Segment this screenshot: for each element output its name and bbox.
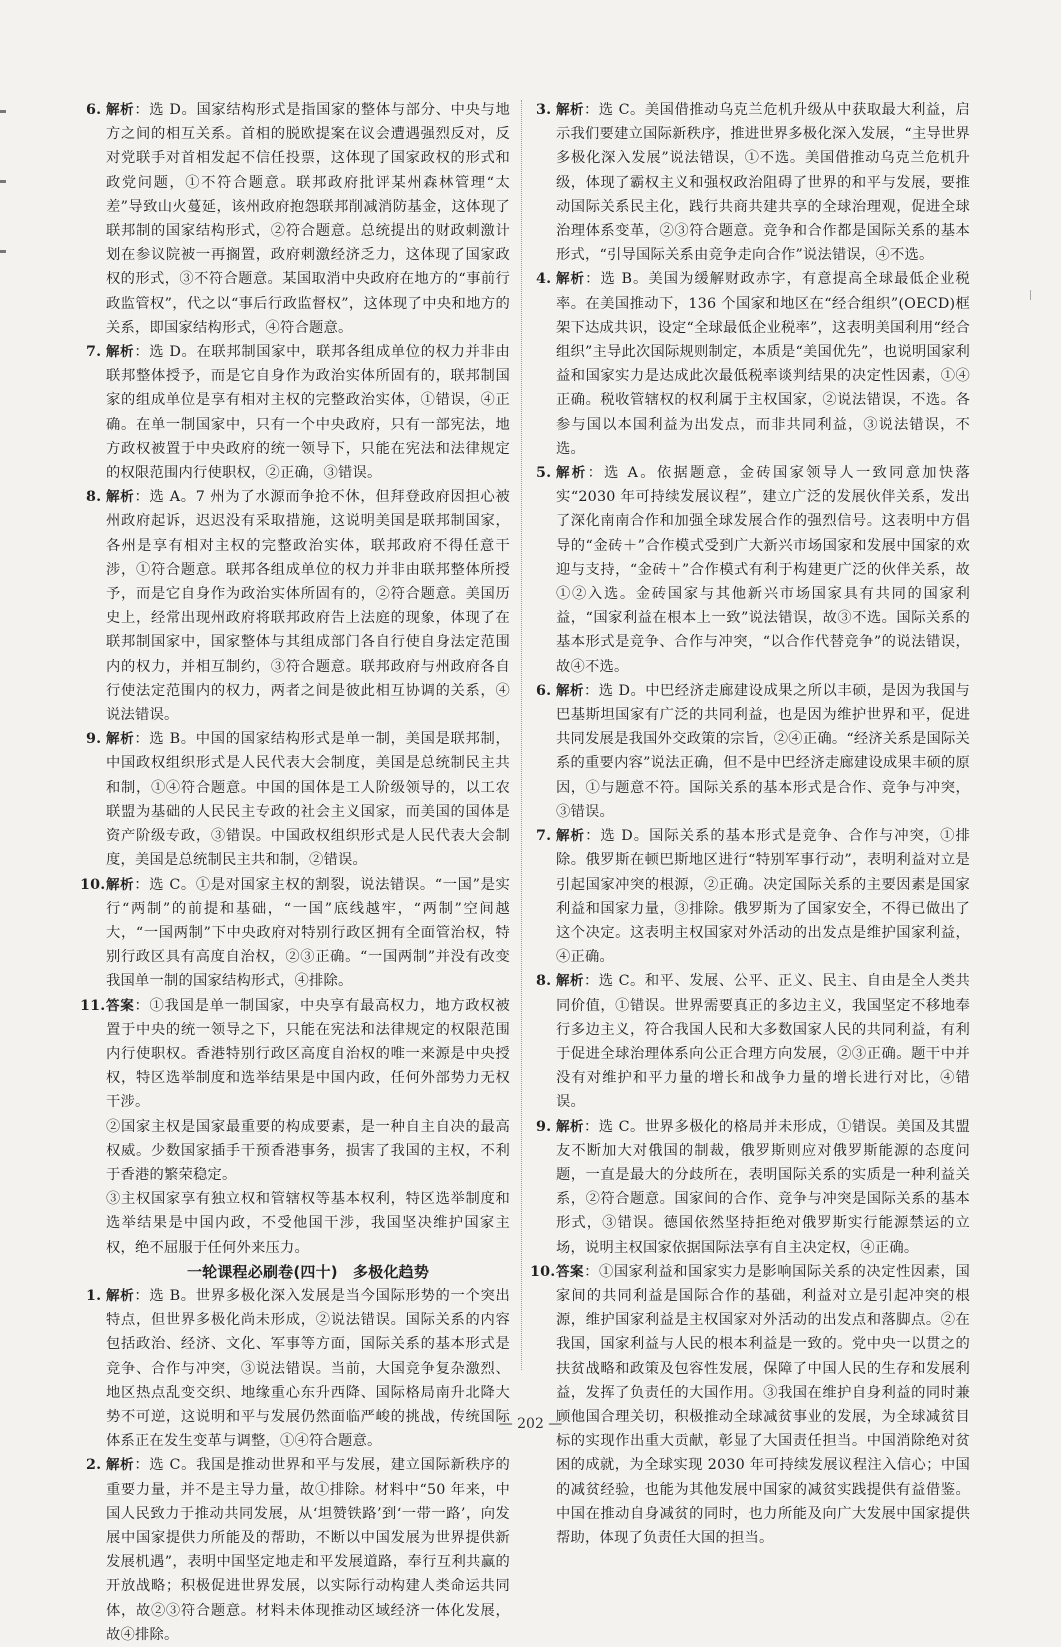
answer-item	[80, 873, 510, 994]
answer-label: 解析	[106, 489, 135, 506]
question-number: 4.	[536, 271, 552, 288]
question-number: 5.	[536, 465, 552, 482]
answer-text: ：选 A。7 州为了水源而争抢不休，但拜登政府因担心被州政府起诉，迟迟没有采取措施，这说明美国是联邦制国家，各州是享有相对主权的完整政治实体，联邦政府不得任意干涉，①符合题意。联邦各组成单位的权力并非由联邦整体所授予，而是它自身作为政治实体所固有的，②符合题意。美国历史上，经常出现州政府将联邦政府告上法庭的现象，体现了在联邦制国家中，国家整体与其组成部门各自行使自身法定范围内的权力，并相互制约，③符合题意。联邦政府与州政府各自行使法定范围内的权力，两者之间是彼此相互协调的关系，④说法错误。	[106, 489, 510, 724]
answer-label: 解析	[556, 271, 586, 288]
answer-paragraph: ③主权国家享有独立权和管辖权等基本权利，特区选举制度和选举结果是中国内政，不受他国干涉，我国坚决维护国家主权，绝不屈服于任何外来压力。	[106, 1191, 510, 1256]
question-number: 9.	[536, 1118, 552, 1135]
answer-item	[536, 98, 970, 267]
question-number: 2.	[86, 1457, 102, 1474]
answer-text: ：选 C。世界多极化的格局并未形成，①错误。美国及其盟友不断加大对俄国的制裁，俄罗斯则应对俄罗斯能源的态度问题，一直是最大的分歧所在，表明国际关系的实质是一种利益关系，②符合题意。国家间的合作、竞争与冲突是国际关系的基本形式，③错误。德国依然坚持拒绝对俄罗斯实行能源禁运的立场，说明主权国家依据国际法享有自主决定权，④正确。	[556, 1118, 970, 1256]
edge-mark	[0, 180, 6, 183]
answer-item	[80, 994, 511, 1115]
answer-label: 解析	[106, 102, 135, 118]
answer-text: ：选 D。中巴经济走廊建设成果之所以丰硕，是因为我国与巴基斯坦国家有广泛的共同利益，也是因为维护世界和平，促进共同发展是我国外交政策的宗旨，②④正确。“经济关系是国际关系的重要内容”说法正确，但不是中巴经济走廊建设成果丰硕的原因，①与题意不符。国际关系的基本形式是合作、竞争与冲突，③错误。	[556, 682, 971, 820]
answer-label: 解析	[106, 731, 135, 748]
answer-item	[536, 679, 970, 824]
column-divider	[521, 100, 522, 1370]
question-number: 9.	[86, 731, 102, 748]
answer-text: ：选 A。依据题意，金砖国家领导人一致同意加快落实“2030 年可持续发展议程”，建立广泛的发展伙伴关系，发出了深化南南合作和加强全球发展合作的强烈信号。这表明中方倡导的“金砖＋”合作模式受到广大新兴市场国家和发展中国家的欢迎与支持，“金砖＋”合作模式有利于构建更广泛的伙伴关系，故①②入选。金砖国家与其他新兴市场国家具有共同的国家利益，“国家利益在根本上一致”说法错误，故③不选。国际关系的基本形式是竞争、合作与冲突，“以合作代替竞争”的说法错误，故④不选。	[556, 465, 970, 675]
answer-text: ：选 D。国家结构形式是指国家的整体与部分、中央与地方之间的相互关系。首相的脱欧提案在议会遭遇强烈反对，反对党联手对首相发起不信任投票，这体现了国家政权的形式和政党问题，①不符合题意。联邦政府批评某州森林管理“太差”导致山火蔓延，该州政府抱怨联邦削减消防基金，这体现了联邦制的国家结构形式，②符合题意。总统提出的财政刺激计划在参议院被一再搁置，政府刺激经济乏力，这体现了国家政权的形式，③不符合题意。某国取消中央政府在地方的“事前行政监管权”，代之以“事后行政监督权”，这体现了中央和地方的关系，即国家结构形式，④符合题意。	[106, 102, 510, 336]
question-number: 10.	[530, 1263, 556, 1280]
question-number: 7.	[86, 344, 102, 361]
answer-label: 解析	[556, 973, 584, 990]
answer-label: 解析	[556, 682, 584, 699]
answer-text: ：选 D。国际关系的基本形式是竞争、合作与冲突，①排除。俄罗斯在顿巴斯地区进行“特别军事行动”，表明利益对立是引起国家冲突的根源，②正确。决定国际关系的主要因素是国家利益和国家力量，③排除。俄罗斯为了国家安全，不得已做出了这个决定。这表明主权国家对外活动的出发点是维护国家利益，④正确。	[556, 828, 970, 966]
answer-text: ：选 B。美国为缓解财政赤字，有意提高全球最低企业税率。在美国推动下，136 个国家和地区在“经合组织”(OECD)框架下达成共识，设定“全球最低企业税率”，这表明美国利用“经合组织”主导此次国际规则制定，本质是“美国优先”，也说明国家利益和国家实力是达成此次最低税率谈判结果的决定性因素，①④正确。税收管辖权的权利属于主权国家，②说法错误，不选。各参与国以本国利益为出发点，而非共同利益，③说法错误，不选。	[556, 271, 970, 457]
answer-text: ：选 C。美国借推动乌克兰危机升级从中获取最大利益，启示我们要建立国际新秩序，推进世界多极化深入发展，“主导世界多极化深入发展”说法错误，①不选。美国借推动乌克兰危机升级，体现了霸权主义和强权政治阻碍了世界的和平与发展，要推动国际关系民主化，践行共商共建共享的全球治理观，促进全球治理体系变革，②③符合题意。竞争和合作都是国际关系的基本形式，“引导国际关系由竞争走向合作”说法错误，④不选。	[556, 102, 970, 264]
answer-text: ：选 C。①是对国家主权的割裂，说法错误。“一国”是实行“两制”的前提和基础，“一国”底线越牢，“两制”空间越大，“一国两制”下中央政府对特别行政区拥有全面管治权，特别行政区具有高度自治权，②③正确。“一国两制”并没有改变我国单一制的国家结构形式，④排除。	[106, 876, 510, 990]
answer-text: ：①国家利益和国家实力是影响国际关系的决定性因素，国家间的共同利益是国际合作的基础，利益对立是引起冲突的根源，维护国家利益是主权国家对外活动的出发点和落脚点。②在我国，国家利益与人民的根本利益是一致的。党中央一以贯之的扶贫战略和政策及包容性发展，保障了中国人民的生存和发展利益，发挥了负责任的大国作用。③我国在维护自身利益的同时兼顾他国合理关切，积极推动全球减贫事业的发展，为全球减贫目标的实现作出重大贡献，彰显了大国责任担当。中国消除绝对贫困的成就，为全球实现 2030 年可持续发展议程注入信心；中国的减贫经验，也能为其他发展中国家的减贫实践提供有益借鉴。中国在推动自身减贫的同时，也力所能及向广大发展中国家提供帮助，体现了负责任大国的担当。	[556, 1263, 970, 1546]
edge-mark	[0, 250, 6, 253]
answer-item	[86, 485, 510, 727]
answer-text: ：选 D。在联邦制国家中，联邦各组成单位的权力并非由联邦整体授予，而是它自身作为政治实体所固有的，联邦制国家的组成单位是享有相对主权的完整政治实体，①错误，④正确。在单一制国家中，只有一个中央政府，只有一部宪法，地方政权被置于中央政府的统一领导下，只能在宪法和法律规定的权限范围内行使职权，②正确，③错误。	[106, 344, 510, 482]
answer-label: 解析	[106, 344, 135, 361]
answer-label: 解析	[556, 102, 584, 118]
answer-label: 解析	[556, 828, 586, 845]
edge-mark	[0, 110, 6, 113]
answer-item	[536, 969, 970, 1114]
question-number: 7.	[536, 828, 552, 845]
answer-text: ：①我国是单一制国家，中央享有最高权力，地方政权被置于中央的统一领导之下，只能在宪法和法律规定的权限范围内行使职权。香港特别行政区高度自治权的唯一来源是中央授权，特区选举制度和选举结果是中国内政，任何外部势力无权干涉。	[106, 997, 511, 1111]
edge-tick	[1030, 290, 1031, 300]
answer-item	[86, 1453, 510, 1647]
answer-paragraph: ②国家主权是国家最重要的构成要素，是一种自主自决的最高权威。少数国家插手干预香港事务，损害了我国的主权，不利于香港的繁荣稳定。	[106, 1118, 510, 1183]
answer-text: ：选 C。和平、发展、公平、正义、民主、自由是全人类共同价值，①错误。世界需要真正的多边主义，我国坚定不移地奉行多边主义，符合我国人民和大多数国家人民的共同利益，有利于促进全球治理体系向公正合理方向发展，②③正确。题干中并没有对维护和平力量的增长和战争力量的增长进行对比，④错误。	[556, 973, 970, 1111]
answer-label: 答案	[106, 997, 135, 1014]
answer-item	[536, 267, 970, 461]
question-number: 1.	[86, 1287, 102, 1304]
answer-item	[86, 727, 510, 872]
page-number: — 202 —	[498, 1416, 563, 1432]
question-number: 3.	[536, 102, 552, 118]
answer-text: ：选 B。中国的国家结构形式是单一制，美国是联邦制，中国政权组织形式是人民代表大会制度，美国是总统制民主共和制，①④符合题意。中国的国体是工人阶级领导的，以工农联盟为基础的人民民主专政的社会主义国家，而美国的国体是资产阶级专政，③错误。中国政权组织形式是人民代表大会制度，美国是总统制民主共和制，②错误。	[106, 731, 511, 869]
answer-item	[86, 340, 510, 485]
question-number: 6.	[536, 682, 552, 699]
answer-label: 解析	[556, 465, 588, 482]
answer-text: ：选 B。世界多极化深入发展是当今国际形势的一个突出特点，但世界多极化尚未形成，②说法错误。国际关系的内容包括政治、经济、文化、军事等方面，国际关系的基本形式是竞争、合作与冲突，③说法错误。当前，大国竞争复杂激烈、地区热点乱变交织、地缘重心东升西降、国际格局南升北降大势不可逆，这说明和平与发展仍然面临严峻的挑战，传统国际体系正在发生变革与调整，①④符合题意。	[106, 1287, 511, 1450]
answer-item	[536, 1115, 970, 1260]
question-number: 8.	[86, 489, 102, 506]
question-number: 11.	[80, 997, 106, 1014]
question-number: 10.	[80, 876, 106, 893]
answer-item	[86, 98, 510, 340]
question-number: 8.	[536, 973, 552, 990]
answer-label: 解析	[106, 1287, 135, 1304]
answer-label: 答案	[556, 1263, 585, 1280]
answer-text: ：选 C。我国是推动世界和平与发展，建立国际新秩序的重要力量，并不是主导力量，故①排除。材料中“50 年来，中国人民致力于推动共同发展，从‘坦赞铁路’到‘一带一路’，向发展中国家提供力所能及的帮助，不断以中国发展为世界提供新发展机遇”，表明中国坚定地走和平发展道路，奉行互利共赢的开放战略；积极促进世界发展，以实际行动构建人类命运共同体，故②③符合题意。材料未体现推动区域经济一体化发展，故④排除。	[106, 1457, 510, 1643]
answer-label: 解析	[556, 1118, 584, 1135]
answer-label: 解析	[106, 876, 135, 893]
question-number: 6.	[86, 102, 102, 118]
left-column	[80, 98, 511, 1647]
answer-label: 解析	[106, 1457, 135, 1474]
answer-item	[536, 824, 970, 969]
answer-item	[536, 461, 970, 679]
section-title: 一轮课程必刷卷(四十) 多极化趋势	[186, 1262, 430, 1281]
